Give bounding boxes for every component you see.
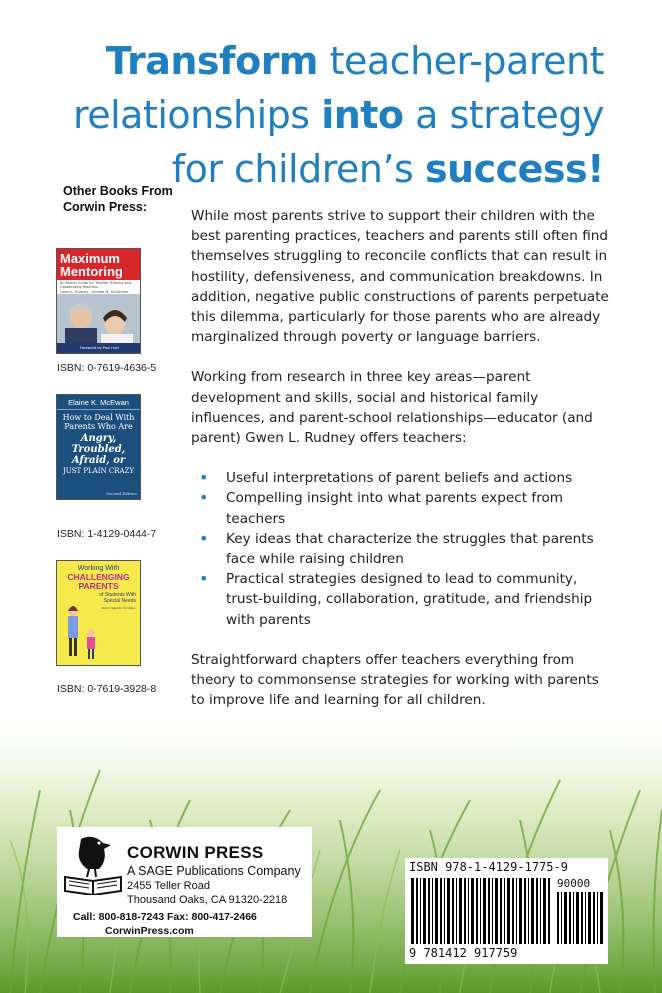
book-cover-how-to-deal-with-parents[interactable] bbox=[56, 394, 141, 500]
benefit-text: Key ideas that characterize the struggles that parents face while raising children bbox=[226, 530, 594, 568]
bullet-icon: • bbox=[199, 488, 209, 508]
book-cover-author: Elaine K. McEwan bbox=[57, 395, 140, 410]
benefit-item bbox=[191, 468, 611, 488]
headline-text: for children’s bbox=[171, 147, 425, 191]
book-isbn: ISBN: 0-7619-3928-8 bbox=[57, 683, 157, 695]
book-cover-title-2: Angry, Troubled, Afraid, or bbox=[71, 433, 126, 466]
book-cover-title-2: CHALLENGING PARENTS bbox=[67, 572, 130, 591]
publisher-company: A SAGE Publications Company bbox=[127, 864, 301, 878]
benefit-item bbox=[191, 488, 611, 528]
barcode-isbn: ISBN 978-1-4129-1775-9 bbox=[409, 860, 568, 874]
headline-line-1 bbox=[44, 34, 604, 88]
book-cover-title-3: of Students With Special Needs bbox=[99, 592, 136, 604]
publisher-phone-fax: Call: 800-818-7243 Fax: 800-417-2466 bbox=[73, 911, 257, 923]
bullet-icon: • bbox=[199, 528, 209, 548]
headline-text: a strategy bbox=[403, 93, 604, 137]
price-addon-barcode-bars bbox=[557, 892, 603, 944]
barcode-block bbox=[405, 858, 608, 964]
headline-line-2 bbox=[44, 88, 604, 142]
description-paragraph-3: Straightforward chapters offer teachers everything from theory to commonsense strategies for working with parents bbox=[191, 651, 599, 689]
book-cover-author: JEAN CHEUNG SOWELL bbox=[101, 606, 136, 610]
headline-bold-into: into bbox=[321, 93, 404, 137]
barcode-digits: 9 781412 917759 bbox=[409, 946, 518, 960]
benefit-item bbox=[191, 529, 611, 569]
bullet-icon: • bbox=[199, 468, 209, 488]
headline-bold-transform: Transform bbox=[105, 39, 319, 83]
book-cover-subtitle: An Action Guide for Teacher Trainers and Cooperating Teachers bbox=[60, 281, 132, 289]
description-paragraph-2: Working from research in three key areas—parent development and skills, social and historical family influences, and parent-school relationships—educator (and parent) Gwen L. Rudney offers teachers: bbox=[191, 369, 593, 447]
benefit-text: Practical strategies designed to lead to community, trust-building, collaboration, gratitude, and friendship with parents bbox=[226, 571, 593, 628]
bullet-icon: • bbox=[199, 569, 209, 589]
benefit-item bbox=[191, 569, 611, 630]
sidebar-title: Other Books From Corwin Press: bbox=[63, 184, 173, 214]
publisher-website: CorwinPress.com bbox=[105, 925, 194, 937]
book-cover-working-with-challenging-parents[interactable] bbox=[56, 560, 141, 666]
ean-barcode-bars bbox=[411, 878, 553, 944]
book-cover-foreword: Foreword by Paul Hurt bbox=[57, 343, 141, 353]
barcode-price-code: 90000 bbox=[557, 877, 591, 890]
benefit-text: Compelling insight into what parents expect from teachers bbox=[226, 490, 564, 527]
headline bbox=[44, 34, 604, 196]
crow-on-book-logo-icon bbox=[63, 833, 123, 895]
book-cover-title-1: How to Deal With Parents Who Are bbox=[62, 413, 135, 431]
headline-text: relationships bbox=[72, 93, 322, 137]
publisher-block bbox=[57, 827, 312, 937]
description bbox=[191, 206, 611, 730]
book-isbn: ISBN: 0-7619-4636-5 bbox=[57, 362, 157, 374]
book-cover-maximum-mentoring[interactable] bbox=[56, 248, 141, 354]
book-cover-authors: Gwen L. Rudney · Andrea M. Guillaume bbox=[60, 290, 129, 294]
book-cover-title-3: JUST PLAIN CRAZY bbox=[62, 467, 135, 475]
headline-bold-success: success! bbox=[424, 147, 604, 191]
book-isbn: ISBN: 1-4129-0444-7 bbox=[57, 528, 157, 540]
description-paragraph-1: While most parents strive to support their children with the best parenting practices, teachers and parents still often find themselves struggling to reconcile conflicts that can result in hostility, defensiveness, and communication breakdowns. In addition, negative public constructions of parents perpetuate this dilemma, particularly for those parents who are already marginalized through poverty or language barriers. bbox=[191, 208, 609, 346]
benefits-list bbox=[191, 468, 611, 630]
headline-text: teacher-parent bbox=[318, 39, 604, 83]
book-cover-illustration bbox=[61, 601, 101, 663]
book-cover-title-1: Working With bbox=[77, 565, 120, 572]
book-cover-title: Maximum Mentoring bbox=[57, 249, 140, 280]
publisher-address-2: Thousand Oaks, CA 91320-2218 bbox=[127, 894, 288, 906]
publisher-address-1: 2455 Teller Road bbox=[127, 880, 210, 892]
publisher-name: CORWIN PRESS bbox=[127, 843, 264, 862]
book-cover-edition: Second Edition bbox=[106, 491, 137, 496]
benefit-text: Useful interpretations of parent beliefs and actions bbox=[226, 470, 573, 487]
